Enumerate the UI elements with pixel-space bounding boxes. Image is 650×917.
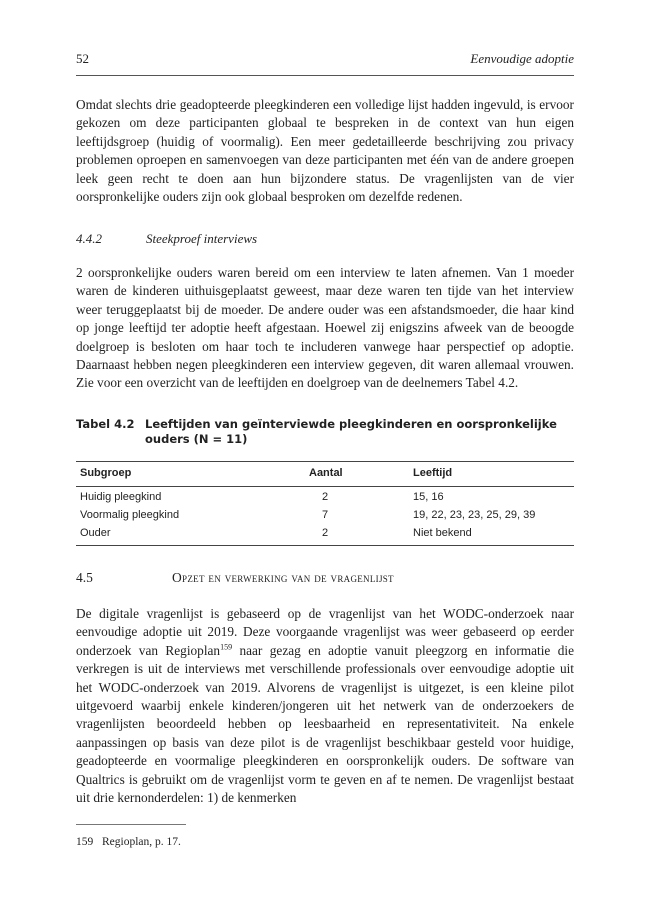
- footnote-reference[interactable]: 159: [220, 642, 233, 652]
- footnote-text: Regioplan, p. 17.: [102, 836, 181, 848]
- footnote: [76, 836, 181, 848]
- table-header-leeftijd: Leeftijd: [413, 467, 453, 479]
- table-caption-text: Leeftijden van geïnterviewde pleegkinderen en oorspronkelijke ouders (N = 11): [145, 417, 557, 446]
- footnote-number: 159: [76, 836, 94, 848]
- paragraph-3: [76, 605, 574, 807]
- document-page: [76, 0, 574, 917]
- table-cell: Ouder: [80, 527, 111, 539]
- subsection-heading: [76, 231, 257, 247]
- header-divider: [76, 75, 574, 76]
- table-header-aantal: Aantal: [309, 467, 343, 479]
- paragraph-3-text-b: naar gezag en adoptie vanuit pleegzorg en informatie die verkregen is uit de interviews met verschillende professionals over eenvoudige adoptie uit het WODC-onderzoek van 2019. Alvorens de vragenlijst is uitgezet, is een kleine pilot uitgevoerd waarbij enkele kinderen/jongeren uit het netwerk van de onderzoekers de vragenlijsten beoordeeld hebben op leesbaarheid en representativiteit. Na enkele aanpassingen op basis van deze pilot is de vragenlijst beschikbaar gesteld voor huidige, geadopteerde en voormalige pleegkinderen en oorspronkelijk ouders. De software van Qualtrics is gebruikt om de vragenlijst vorm te geven en af te nemen. De vragenlijst bestaat uit drie kernonderdelen: 1) de kenmerken: [76, 642, 574, 806]
- subsection-number: 4.4.2: [76, 231, 102, 246]
- table-cell: 2: [322, 527, 329, 539]
- paragraph-3-text-a: De digitale vragenlijst is gebaseerd op de vragenlijst van het WODC-onderzoek naar eenvoudige adoptie uit 2019. Deze voorgaande vragenlijst was weer gebaseerd op eerder onderzoek van Regioplan: [76, 606, 574, 658]
- table-header-subgroep: Subgroep: [80, 467, 132, 479]
- table-cell: Niet bekend: [413, 527, 472, 539]
- page-number: 52: [76, 51, 89, 66]
- footnote-divider: [76, 824, 186, 825]
- section-title: Opzet en verwerking van de vragenlijst: [172, 570, 394, 585]
- running-title: Eenvoudige adoptie: [470, 51, 574, 66]
- table-cell: Voormalig pleegkind: [80, 509, 180, 521]
- section-number: 4.5: [76, 570, 93, 585]
- table-cell: 19, 22, 23, 23, 25, 29, 39: [413, 509, 536, 521]
- table-top-rule: [76, 461, 574, 462]
- page-header: [76, 51, 574, 71]
- table-cell: 2: [322, 491, 329, 503]
- subsection-title: Steekproef interviews: [146, 231, 258, 246]
- table-cell: 7: [322, 509, 329, 521]
- table-cell: 15, 16: [413, 491, 444, 503]
- paragraph-1: Omdat slechts drie geadopteerde pleegkinderen een volledige lijst hadden ingevuld, is ervoor gekozen om deze participanten globaal te bespreken in de context van hun eigen leeftijdsgroep (huidig of voormalig). Een meer gedetailleerde beschrijving zou privacy problemen oproepen en samenvoegen van deze participanten met één van de andere groepen leek geen recht te doen aan hun bijzondere status. De vragenlijsten van de vier oorspronkelijke ouders zijn ook globaal besproken om dezelfde redenen.: [76, 97, 574, 205]
- table-label: Tabel 4.2: [76, 417, 135, 431]
- table-header-rule: [76, 486, 574, 487]
- table-cell: Huidig pleegkind: [80, 491, 162, 503]
- paragraph-2: 2 oorspronkelijke ouders waren bereid om een interview te laten afnemen. Van 1 moeder waren de kinderen uithuisgeplaatst geweest, maar deze waren ten tijde van het interview weer teruggeplaatst bij de moeder. De andere ouder was een afstandsmoeder, die haar kind op jonge leeftijd ter adoptie heeft afgestaan. Hoewel zij enigszins afweek van de beoogde doelgroep is besloten om haar toch te includeren vanwege haar perspectief op adoptie. Daarnaast hebben negen pleegkinderen een interview gegeven, dit waren allemaal vrouwen. Zie voor een overzicht van de leeftijden en doelgroep van de deelnemers Tabel 4.2.: [76, 265, 574, 391]
- table-bottom-rule: [76, 545, 574, 546]
